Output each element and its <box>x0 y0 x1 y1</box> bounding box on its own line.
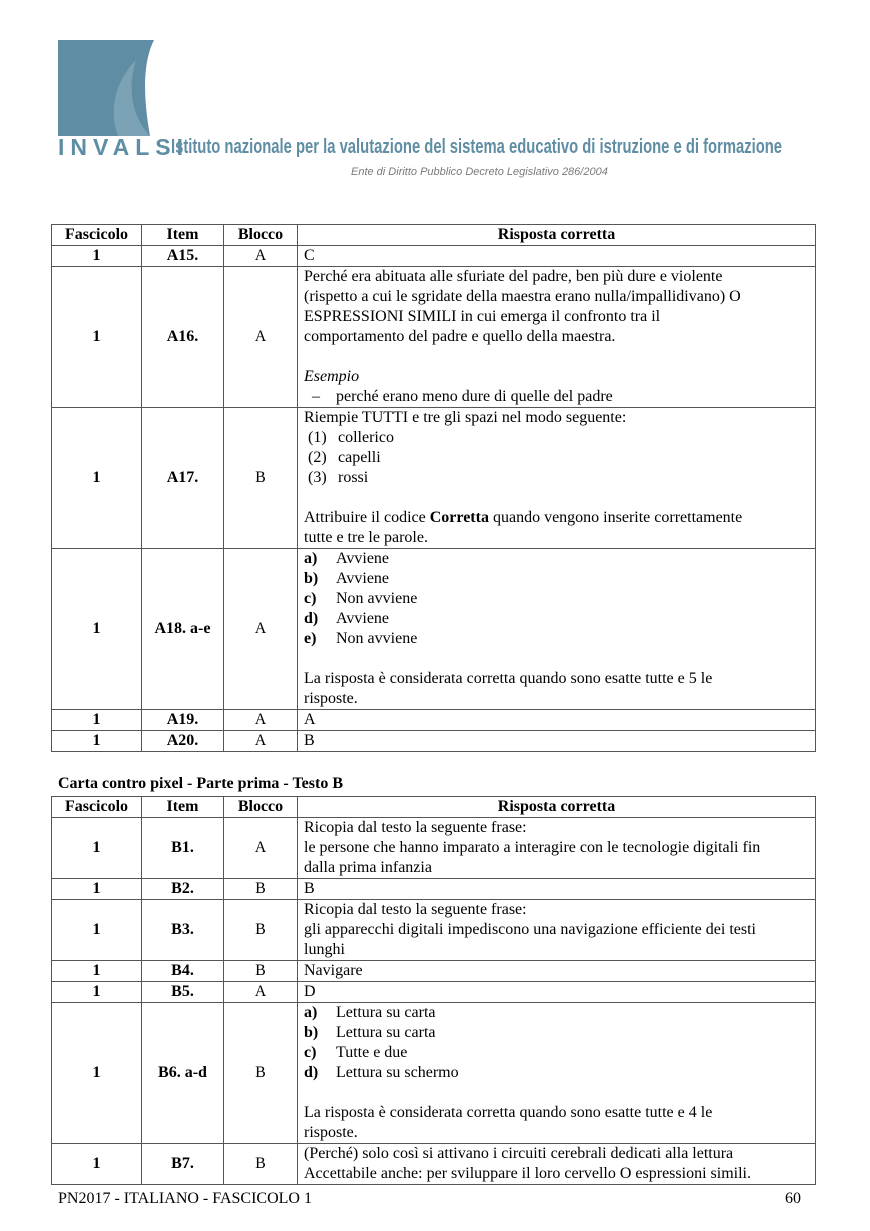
list-key: d) <box>304 610 319 627</box>
list-value: Lettura su carta <box>336 1004 436 1021</box>
cell-answer <box>298 1003 816 1144</box>
footer-label: PN2017 - ITALIANO - FASCICOLO 1 <box>58 1190 312 1207</box>
answer-line: Accettabile anche: per sviluppare il loro cervello O espressioni simili. <box>304 1165 751 1182</box>
cell-fascicolo: 1 <box>52 408 142 549</box>
list-item <box>304 569 809 589</box>
list-value: rossi <box>338 469 369 486</box>
answer-note: tutte e tre le parole. <box>304 529 428 546</box>
cell-blocco: A <box>224 982 298 1003</box>
cell-blocco: B <box>224 961 298 982</box>
list-key: e) <box>304 630 317 647</box>
table-row <box>52 982 816 1003</box>
cell-answer <box>298 549 816 710</box>
list-key: b) <box>304 1024 319 1041</box>
list-value: Lettura su schermo <box>336 1064 459 1081</box>
list-key: d) <box>304 1064 319 1081</box>
list-value: Lettura su carta <box>336 1024 436 1041</box>
list-item <box>304 1023 809 1043</box>
cell-fascicolo: 1 <box>52 710 142 731</box>
cell-blocco: A <box>224 710 298 731</box>
header-fascicolo: Fascicolo <box>52 225 142 246</box>
table-row <box>52 710 816 731</box>
cell-blocco: A <box>224 818 298 879</box>
brand-name: INVALSI <box>58 134 190 160</box>
example-dash: – <box>312 388 320 405</box>
cell-item: A20. <box>142 731 224 752</box>
list-item <box>304 589 809 609</box>
answer-line: Ricopia dal testo la seguente frase: <box>304 901 527 918</box>
list-item <box>304 448 809 468</box>
cell-blocco: A <box>224 731 298 752</box>
list-key: c) <box>304 1044 317 1061</box>
cell-blocco: A <box>224 549 298 710</box>
table-row <box>52 818 816 879</box>
header-blocco: Blocco <box>224 797 298 818</box>
answer-line: lunghi <box>304 941 345 958</box>
cell-item: B3. <box>142 900 224 961</box>
list-key: a) <box>304 1004 318 1021</box>
table-row <box>52 549 816 710</box>
answer-line: dalla prima infanzia <box>304 859 432 876</box>
table-row <box>52 267 816 408</box>
answer-line: gli apparecchi digitali impediscono una navigazione efficiente dei testi <box>304 921 756 938</box>
answer-intro: Riempie TUTTI e tre gli spazi nel modo seguente: <box>304 409 627 426</box>
list-value: Avviene <box>336 570 390 587</box>
section-title: Carta contro pixel - Parte prima - Testo B <box>58 775 343 792</box>
list-value: Non avviene <box>336 590 418 607</box>
answer-line: ESPRESSIONI SIMILI in cui emerga il confronto tra il <box>304 308 661 325</box>
cell-blocco: B <box>224 1144 298 1185</box>
cell-fascicolo: 1 <box>52 1003 142 1144</box>
list-value: Avviene <box>336 550 390 567</box>
list-item <box>304 1043 809 1063</box>
header-risposta: Risposta corretta <box>298 225 816 246</box>
cell-answer: B <box>298 731 816 752</box>
cell-item: B5. <box>142 982 224 1003</box>
cell-fascicolo: 1 <box>52 879 142 900</box>
cell-answer: Navigare <box>298 961 816 982</box>
cell-item: B7. <box>142 1144 224 1185</box>
invalsi-logo-icon <box>58 40 158 136</box>
table-row <box>52 408 816 549</box>
header-risposta: Risposta corretta <box>298 797 816 818</box>
list-value: Non avviene <box>336 630 418 647</box>
note-bold: Corretta <box>429 509 489 526</box>
cell-answer: D <box>298 982 816 1003</box>
list-key: (2) <box>308 449 327 466</box>
table-row <box>52 1144 816 1185</box>
answer-line: le persone che hanno imparato a interagire con le tecnologie digitali fin <box>304 839 761 856</box>
answers-table-b <box>51 796 816 1185</box>
list-item <box>304 468 809 488</box>
cell-fascicolo: 1 <box>52 549 142 710</box>
header-item: Item <box>142 225 224 246</box>
institute-name: Istituto nazionale per la valutazione del sistema educativo di istruzione e di formazione <box>171 136 783 158</box>
table-row <box>52 961 816 982</box>
header-blocco: Blocco <box>224 225 298 246</box>
table-row <box>52 879 816 900</box>
list-value: capelli <box>338 449 381 466</box>
cell-answer <box>298 900 816 961</box>
list-key: a) <box>304 550 318 567</box>
list-key: c) <box>304 590 317 607</box>
answer-line: (Perché) solo così si attivano i circuiti cerebrali dedicati alla lettura <box>304 1145 734 1162</box>
cell-item: A16. <box>142 267 224 408</box>
list-item <box>304 629 809 649</box>
answer-note: La risposta è considerata corretta quando sono esatte tutte e 4 le <box>304 1104 713 1121</box>
page-header <box>0 0 870 200</box>
cell-answer <box>298 408 816 549</box>
cell-blocco: B <box>224 408 298 549</box>
cell-blocco: A <box>224 267 298 408</box>
cell-item: B6. a-d <box>142 1003 224 1144</box>
page-number: 60 <box>785 1190 801 1207</box>
cell-item: A18. a-e <box>142 549 224 710</box>
cell-blocco: B <box>224 900 298 961</box>
cell-answer <box>298 1144 816 1185</box>
cell-fascicolo: 1 <box>52 982 142 1003</box>
answer-note: risposte. <box>304 690 358 707</box>
cell-item: B1. <box>142 818 224 879</box>
list-key: b) <box>304 570 319 587</box>
cell-fascicolo: 1 <box>52 1144 142 1185</box>
answer-line: Perché era abituata alle sfuriate del padre, ben più dure e violente <box>304 268 723 285</box>
institute-subtitle: Ente di Diritto Pubblico Decreto Legislativo 286/2004 <box>351 166 608 178</box>
list-item <box>304 1063 809 1083</box>
list-item <box>304 1003 809 1023</box>
cell-answer: A <box>298 710 816 731</box>
list-key: (1) <box>308 429 327 446</box>
list-item <box>304 549 809 569</box>
list-item <box>304 428 809 448</box>
example-text: perché erano meno dure di quelle del padre <box>336 388 613 405</box>
table-row <box>52 900 816 961</box>
answer-line: comportamento del padre e quello della maestra. <box>304 328 616 345</box>
cell-item: A15. <box>142 246 224 267</box>
list-key: (3) <box>308 469 327 486</box>
cell-fascicolo: 1 <box>52 731 142 752</box>
cell-fascicolo: 1 <box>52 267 142 408</box>
list-value: collerico <box>338 429 394 446</box>
cell-fascicolo: 1 <box>52 900 142 961</box>
answer-note: La risposta è considerata corretta quando sono esatte tutte e 5 le <box>304 670 713 687</box>
table-header-row <box>52 225 816 246</box>
answers-table-a <box>51 224 816 752</box>
table-row <box>52 1003 816 1144</box>
example-label: Esempio <box>304 368 360 385</box>
table-header-row <box>52 797 816 818</box>
answer-note <box>304 508 809 528</box>
example-item <box>304 387 809 407</box>
list-value: Avviene <box>336 610 390 627</box>
cell-blocco: B <box>224 879 298 900</box>
cell-blocco: A <box>224 246 298 267</box>
table-row <box>52 246 816 267</box>
note-text: quando vengono inserite correttamente <box>488 509 743 526</box>
cell-answer <box>298 818 816 879</box>
cell-answer <box>298 267 816 408</box>
answer-line: Ricopia dal testo la seguente frase: <box>304 819 527 836</box>
cell-blocco: B <box>224 1003 298 1144</box>
list-item <box>304 609 809 629</box>
answer-note: risposte. <box>304 1124 358 1141</box>
table-row <box>52 731 816 752</box>
cell-fascicolo: 1 <box>52 246 142 267</box>
cell-fascicolo: 1 <box>52 818 142 879</box>
note-text: Attribuire il codice <box>304 509 430 526</box>
cell-item: A19. <box>142 710 224 731</box>
answer-line: (rispetto a cui le sgridate della maestra erano nulla/impallidivano) O <box>304 288 741 305</box>
cell-answer: B <box>298 879 816 900</box>
header-item: Item <box>142 797 224 818</box>
list-value: Tutte e due <box>336 1044 408 1061</box>
cell-item: A17. <box>142 408 224 549</box>
cell-item: B4. <box>142 961 224 982</box>
header-fascicolo: Fascicolo <box>52 797 142 818</box>
cell-answer: C <box>298 246 816 267</box>
cell-item: B2. <box>142 879 224 900</box>
cell-fascicolo: 1 <box>52 961 142 982</box>
